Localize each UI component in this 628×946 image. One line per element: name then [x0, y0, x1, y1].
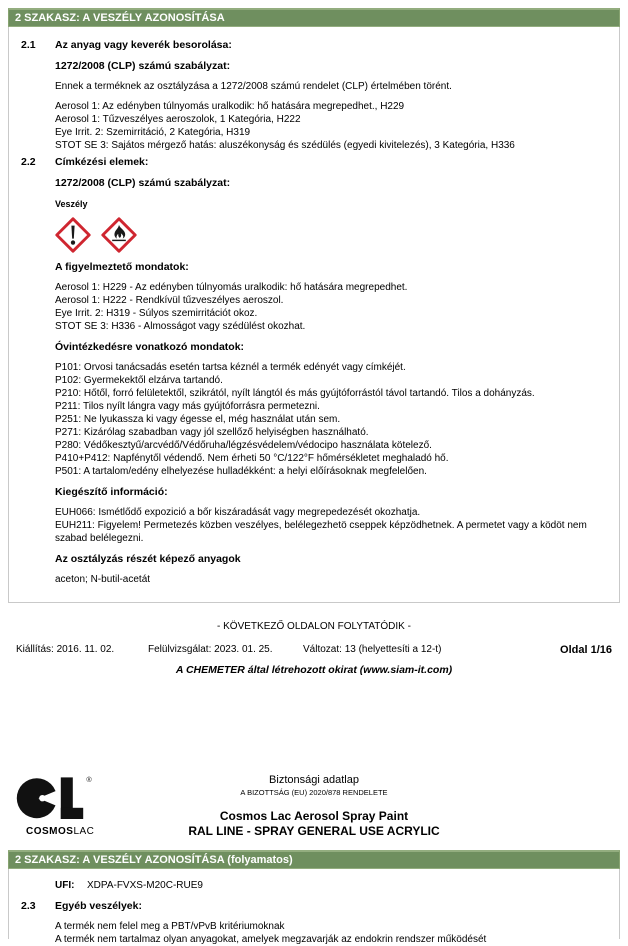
supplementary-line: EUH066: Ismétlődő expozició a bőr kiszáradását vagy megrepedezését okozhatja.	[55, 507, 421, 518]
classification-line: Aerosol 1: Tűzveszélyes aeroszolok, 1 Kategória, H222	[55, 114, 301, 125]
product-name-line1: Cosmos Lac Aerosol Spray Paint	[219, 809, 409, 823]
ghs07-exclamation-icon	[55, 217, 91, 253]
precaution-statement: P251: Ne lyukassza ki vagy égesse el, még használat után sem.	[55, 414, 341, 425]
precaution-statement: P501: A tartalom/edény elhelyezése hulladékként: a helyi előírásoknak megfelelően.	[55, 466, 427, 477]
precaution-statements-heading: Óvintézkedésre vonatkozó mondatok:	[55, 341, 245, 353]
other-hazard-line: A termék nem tartalmaz olyan anyagokat, amelyek megzavarják az endokrin rendszer működését	[55, 934, 487, 945]
supplementary-info-list	[55, 506, 607, 545]
precaution-statement: P210: Hőtől, forró felületektől, szikrától, nyílt lángtól és más gyújtóforrástól távol tartandó. Tilos a dohányzás.	[55, 388, 535, 399]
classification-intro: Ennek a terméknek az osztályzása a 1272/2008 számú rendelet (CLP) értelmében törént.	[55, 81, 452, 92]
section-2-title: 2 SZAKASZ: A VESZÉLY AZONOSÍTÁSA	[15, 12, 225, 24]
precaution-statement: P410+P412: Napfénytől védendő. Nem érheti 50 °C/122°F hőmérsékletet meghaladó hő.	[55, 453, 449, 464]
page-footer-meta	[8, 644, 620, 658]
precaution-statement: P271: Kizárólag szabadban vagy jól szellőző helyiségben használható.	[55, 427, 369, 438]
section-2-continued-body	[8, 869, 620, 945]
hazard-statement: STOT SE 3: H336 - Almosságot vagy szédülést okozhat.	[55, 321, 306, 332]
svg-text:®: ®	[86, 775, 92, 785]
hazard-statement: Aerosol 1: H222 - Rendkívül tűzveszélyes aeroszol.	[55, 295, 284, 306]
cosmoslac-logo-icon	[16, 774, 96, 824]
precaution-statement: P211: Tilos nyílt lángra vagy más gyújtóforrásra permetezni.	[55, 401, 320, 412]
page-number: Oldal 1/16	[560, 644, 612, 656]
ghs-pictograms	[55, 217, 607, 253]
product-name-line2: RAL LINE - SPRAY GENERAL USE ACRYLIC	[188, 824, 440, 838]
subsection-2-1-title: Az anyag vagy keverék besorolása:	[55, 39, 232, 51]
precaution-statement: P280: Védőkesztyű/arcvédő/Védőruha/légzésvédelem/védocipo használata kötelező.	[55, 440, 432, 451]
hazard-statement: Aerosol 1: H229 - Az edényben túlnyomás uralkodik: hő hatására megrepedhet.	[55, 282, 408, 293]
review-date: Felülvizsgálat: 2023. 01. 25.	[148, 644, 273, 655]
regulation-reference: A BIZOTTSÁG (EU) 2020/878 RENDELETE	[240, 788, 388, 797]
classification-line: Aerosol 1: Az edényben túlnyomás uralkodik: hő hatására megrepedhet., H229	[55, 101, 405, 112]
continues-next-page-note: - KÖVETKEZŐ OLDALON FOLYTATÓDIK -	[217, 621, 411, 632]
hazard-statement: Eye Irrit. 2: H319 - Súlyos szemirritációt okoz.	[55, 308, 258, 319]
cosmoslac-logo-text: COSMOSLAC	[26, 826, 95, 837]
section-2-continued-title: 2 SZAKASZ: A VESZÉLY AZONOSÍTÁSA (folyamatos)	[15, 854, 293, 866]
hazard-statements-list	[55, 281, 607, 333]
other-hazards-list	[55, 920, 607, 946]
subsection-2-1-number: 2.1	[21, 39, 36, 51]
clp-regulation-heading-2: 1272/2008 (CLP) számú szabályzat:	[55, 177, 231, 189]
ufi-value: XDPA-FVXS-M20C-RUE9	[87, 880, 203, 891]
section-2-body	[8, 27, 620, 603]
subsection-2-2-number: 2.2	[21, 156, 36, 168]
classification-substances-heading: Az osztályzás részét képező anyagok	[55, 553, 241, 565]
other-hazard-line: A termék nem felel meg a PBT/vPvB kritériumoknak	[55, 921, 285, 932]
precaution-statement: P102: Gyermekektől elzárva tartandó.	[55, 375, 223, 386]
version-info: Változat: 13 (helyettesíti a 12-t)	[303, 644, 442, 655]
page-2-header	[8, 772, 620, 850]
generator-note: A CHEMETER által létrehozott okirat (www.siam-it.com)	[175, 664, 453, 676]
subsection-2-3-title: Egyéb veszélyek:	[55, 900, 142, 912]
supplementary-line: EUH211: Figyelem! Permetezés közben veszélyes, belélegezhetö cseppek képzödhetnek. A permetet vagy a ködöt nem szabad belélegezni.	[55, 520, 587, 544]
document-type: Biztonsági adatlap	[269, 774, 359, 786]
subsection-2-3-number: 2.3	[21, 900, 36, 912]
classification-line: Eye Irrit. 2: Szemirritáció, 2 Kategória, H319	[55, 127, 251, 138]
classification-list	[55, 100, 607, 152]
signal-word: Veszély	[55, 199, 88, 209]
classification-line: STOT SE 3: Sajátos mérgező hatás: aluszékonyság és szédülés (egyedi kivitelezés), 3 Kategória, H336	[55, 140, 515, 151]
ufi-row	[55, 879, 607, 892]
subsection-2-2-title: Címkézési elemek:	[55, 156, 149, 168]
clp-regulation-heading-1: 1272/2008 (CLP) számú szabályzat:	[55, 60, 231, 72]
hazard-statements-heading: A figyelmeztető mondatok:	[55, 261, 189, 273]
ghs02-flame-icon	[101, 217, 137, 253]
classification-substances: aceton; N-butil-acetát	[55, 574, 151, 585]
cosmoslac-logo	[16, 774, 126, 837]
precaution-statements-list	[55, 361, 607, 478]
issue-date: Kiállítás: 2016. 11. 02.	[16, 644, 115, 655]
supplementary-info-heading: Kiegészítő információ:	[55, 486, 168, 498]
section-2-header-bar	[8, 8, 620, 27]
precaution-statement: P101: Orvosi tanácsadás esetén tartsa kéznél a termék edényét vagy címkéjét.	[55, 362, 406, 373]
ufi-label: UFI:	[55, 880, 75, 891]
section-2-continued-header-bar	[8, 850, 620, 869]
